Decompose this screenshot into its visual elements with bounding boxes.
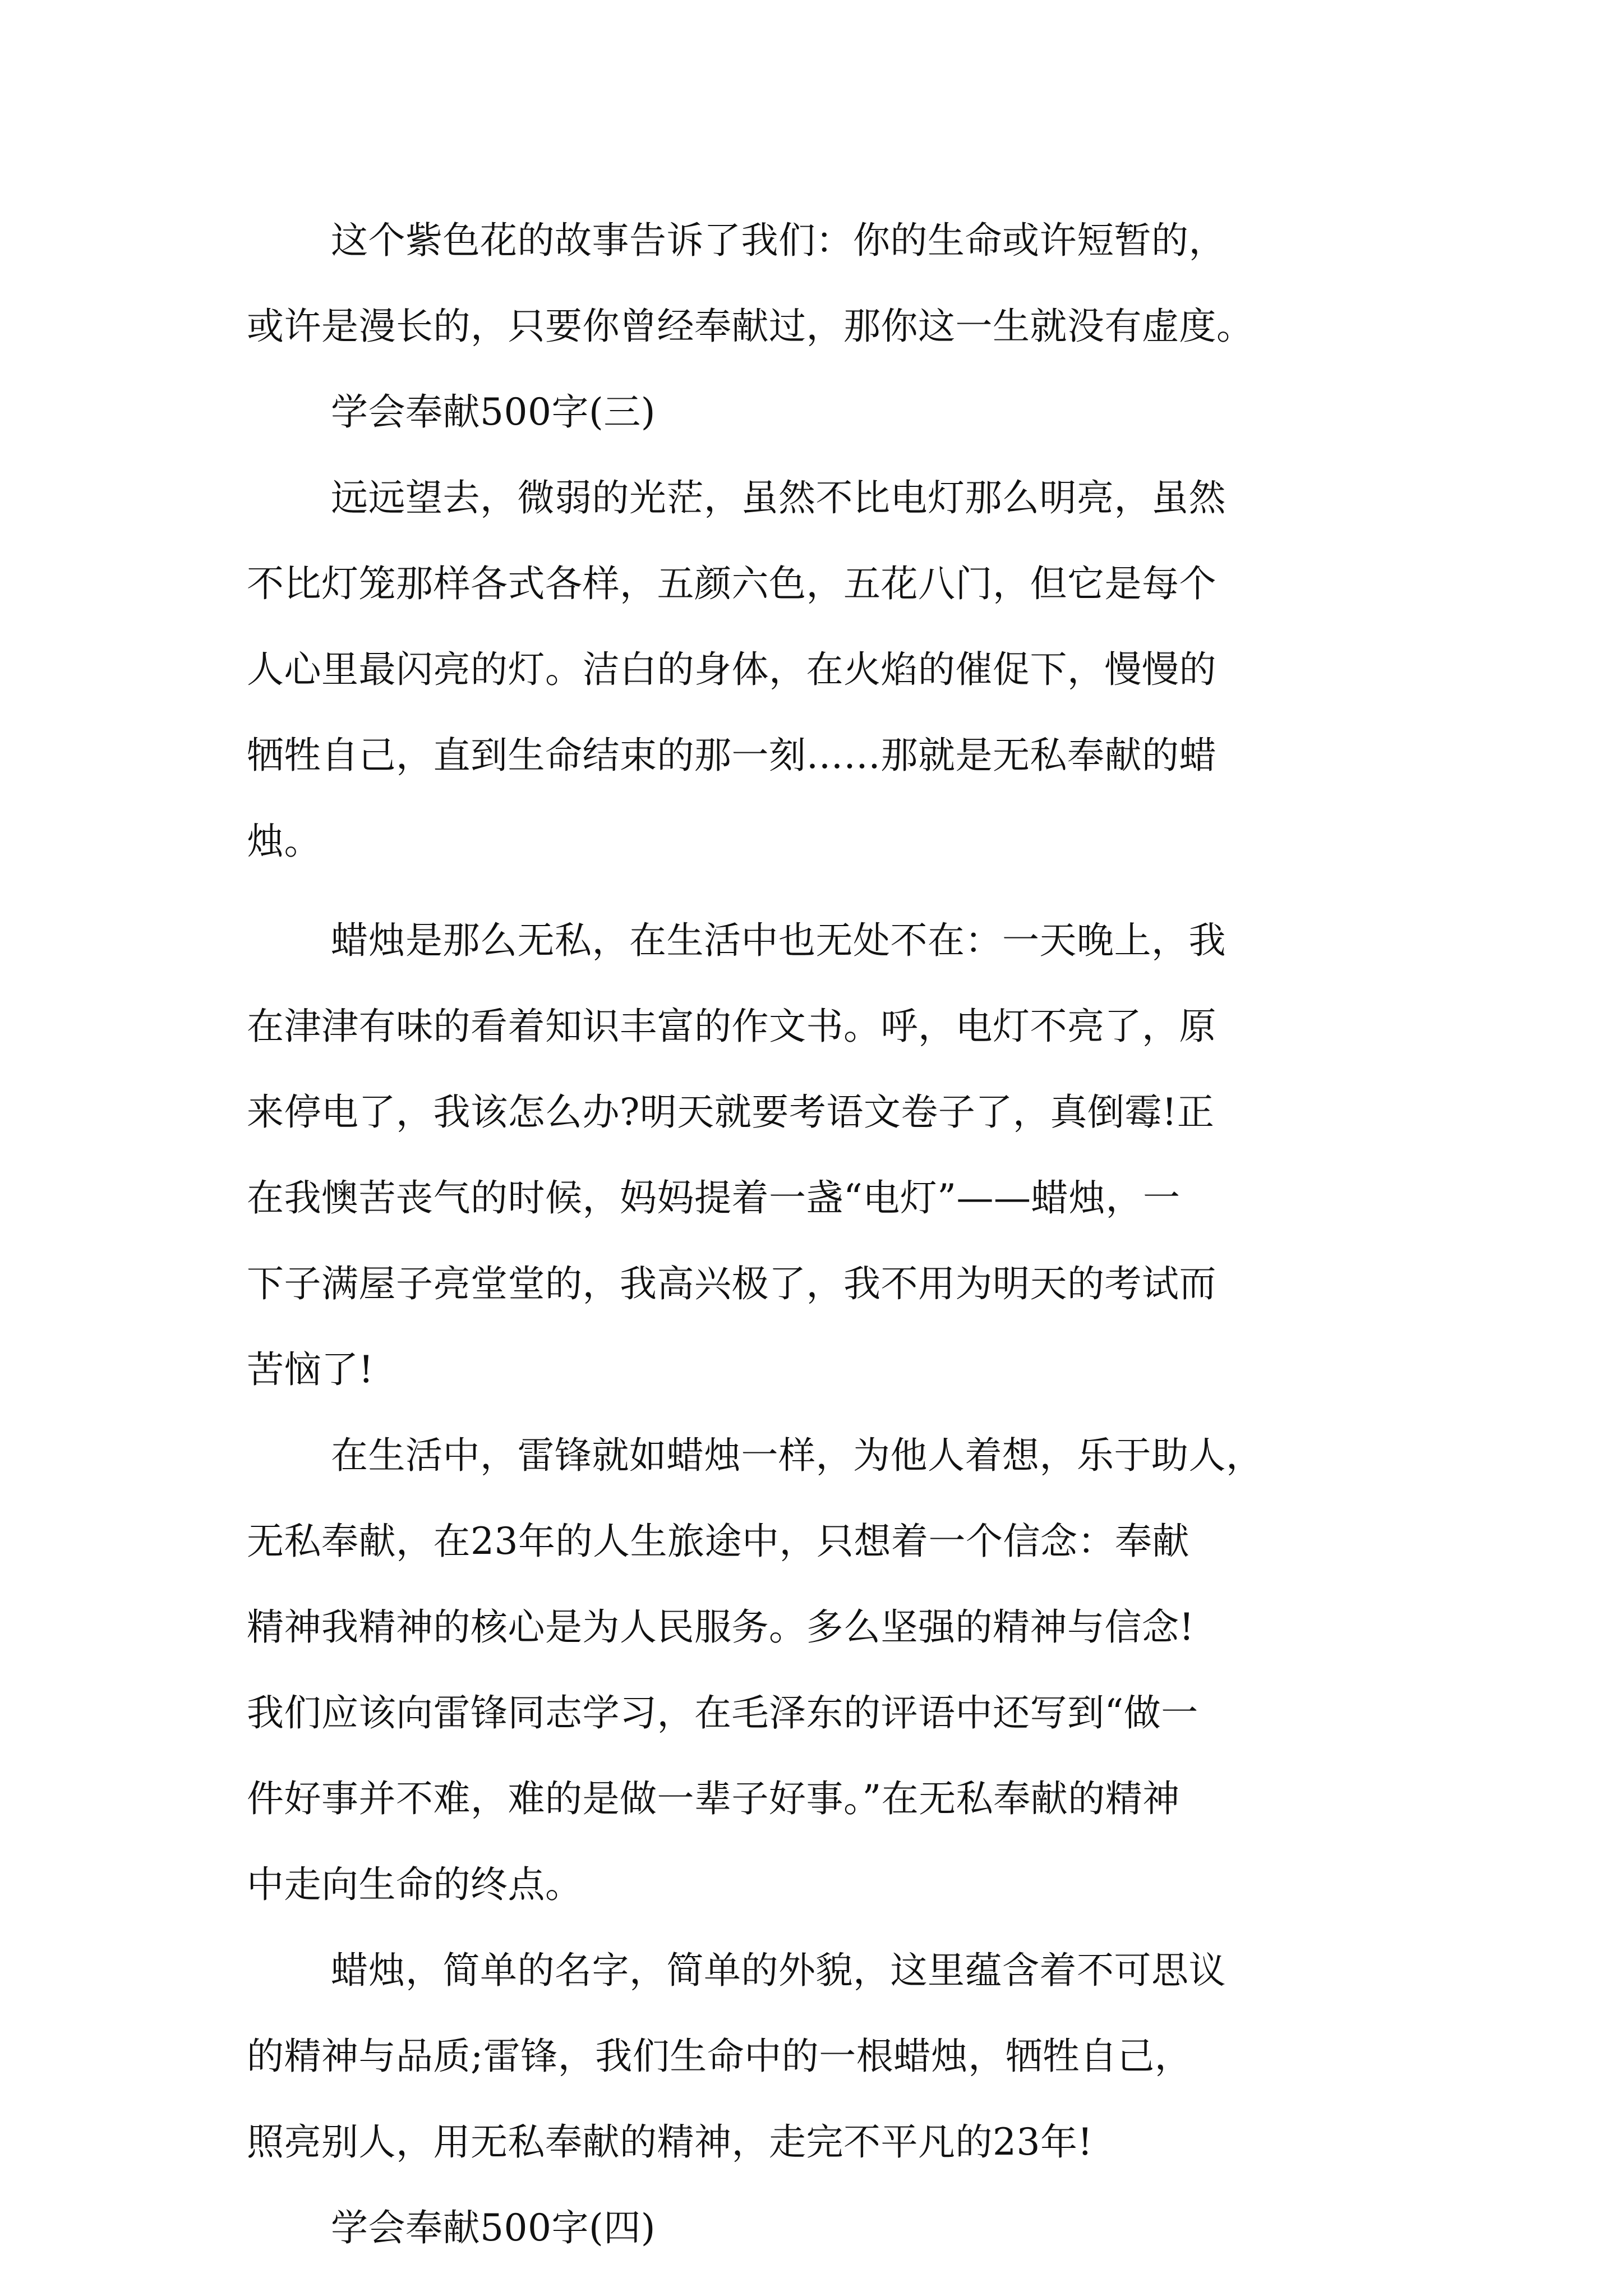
- text-line: 牺牲自己，直到生命结束的那一刻……那就是无私奉献的蜡: [247, 734, 1216, 777]
- text-line: 远远望去，微弱的光茫，虽然不比电灯那么明亮，虽然: [331, 476, 1226, 519]
- text-line: 的精神与品质;雷锋，我们生命中的一根蜡烛，牺牲自己，: [247, 2035, 1192, 2078]
- text-line: 来停电了，我该怎么办?明天就要考语文卷子了，真倒霉!正: [247, 1091, 1215, 1134]
- text-line: 蜡烛是那么无私，在生活中也无处不在：一天晚上，我: [331, 919, 1226, 962]
- text-line: 苦恼了!: [247, 1348, 374, 1391]
- text-line: 或许是漫长的，只要你曾经奉献过，那你这一生就没有虚度。: [247, 305, 1254, 348]
- text-line: 在生活中，雷锋就如蜡烛一样，为他人着想，乐于助人，: [331, 1434, 1264, 1477]
- text-line: 中走向生命的终点。: [247, 1863, 583, 1906]
- text-line: 我们应该向雷锋同志学习，在毛泽东的评语中还写到“做一: [247, 1691, 1198, 1734]
- text-line: 精神我精神的核心是为人民服务。多么坚强的精神与信念!: [247, 1605, 1195, 1649]
- text-line: 在津津有味的看着知识丰富的作文书。呼，电灯不亮了，原: [247, 1005, 1216, 1048]
- text-line: 照亮别人，用无私奉献的精神，走完不平凡的23年!: [247, 2120, 1093, 2164]
- document-body: [247, 197, 1396, 2271]
- text-line: 在我懊苦丧气的时候，妈妈提着一盏“电灯”——蜡烛，一: [247, 1176, 1181, 1220]
- section-heading: 学会奉献500字(四): [331, 2206, 656, 2249]
- text-line: 无私奉献，在23年的人生旅途中，只想着一个信念：奉献: [247, 1520, 1189, 1563]
- text-line: 下子满屋子亮堂堂的，我高兴极了，我不用为明天的考试而: [247, 1262, 1216, 1305]
- text-line: 不比灯笼那样各式各样，五颜六色，五花八门，但它是每个: [247, 562, 1216, 605]
- text-line: 人心里最闪亮的灯。洁白的身体，在火焰的催促下，慢慢的: [247, 648, 1216, 691]
- text-line: 烛。: [247, 820, 321, 863]
- section-heading: 学会奉献500字(三): [331, 390, 656, 434]
- text-line: 这个紫色花的故事告诉了我们：你的生命或许短暂的，: [331, 219, 1226, 262]
- text-line: 件好事并不难，难的是做一辈子好事。”在无私奉献的精神: [247, 1777, 1180, 1820]
- text-line: 蜡烛，简单的名字，简单的外貌，这里蕴含着不可思议: [331, 1949, 1226, 1992]
